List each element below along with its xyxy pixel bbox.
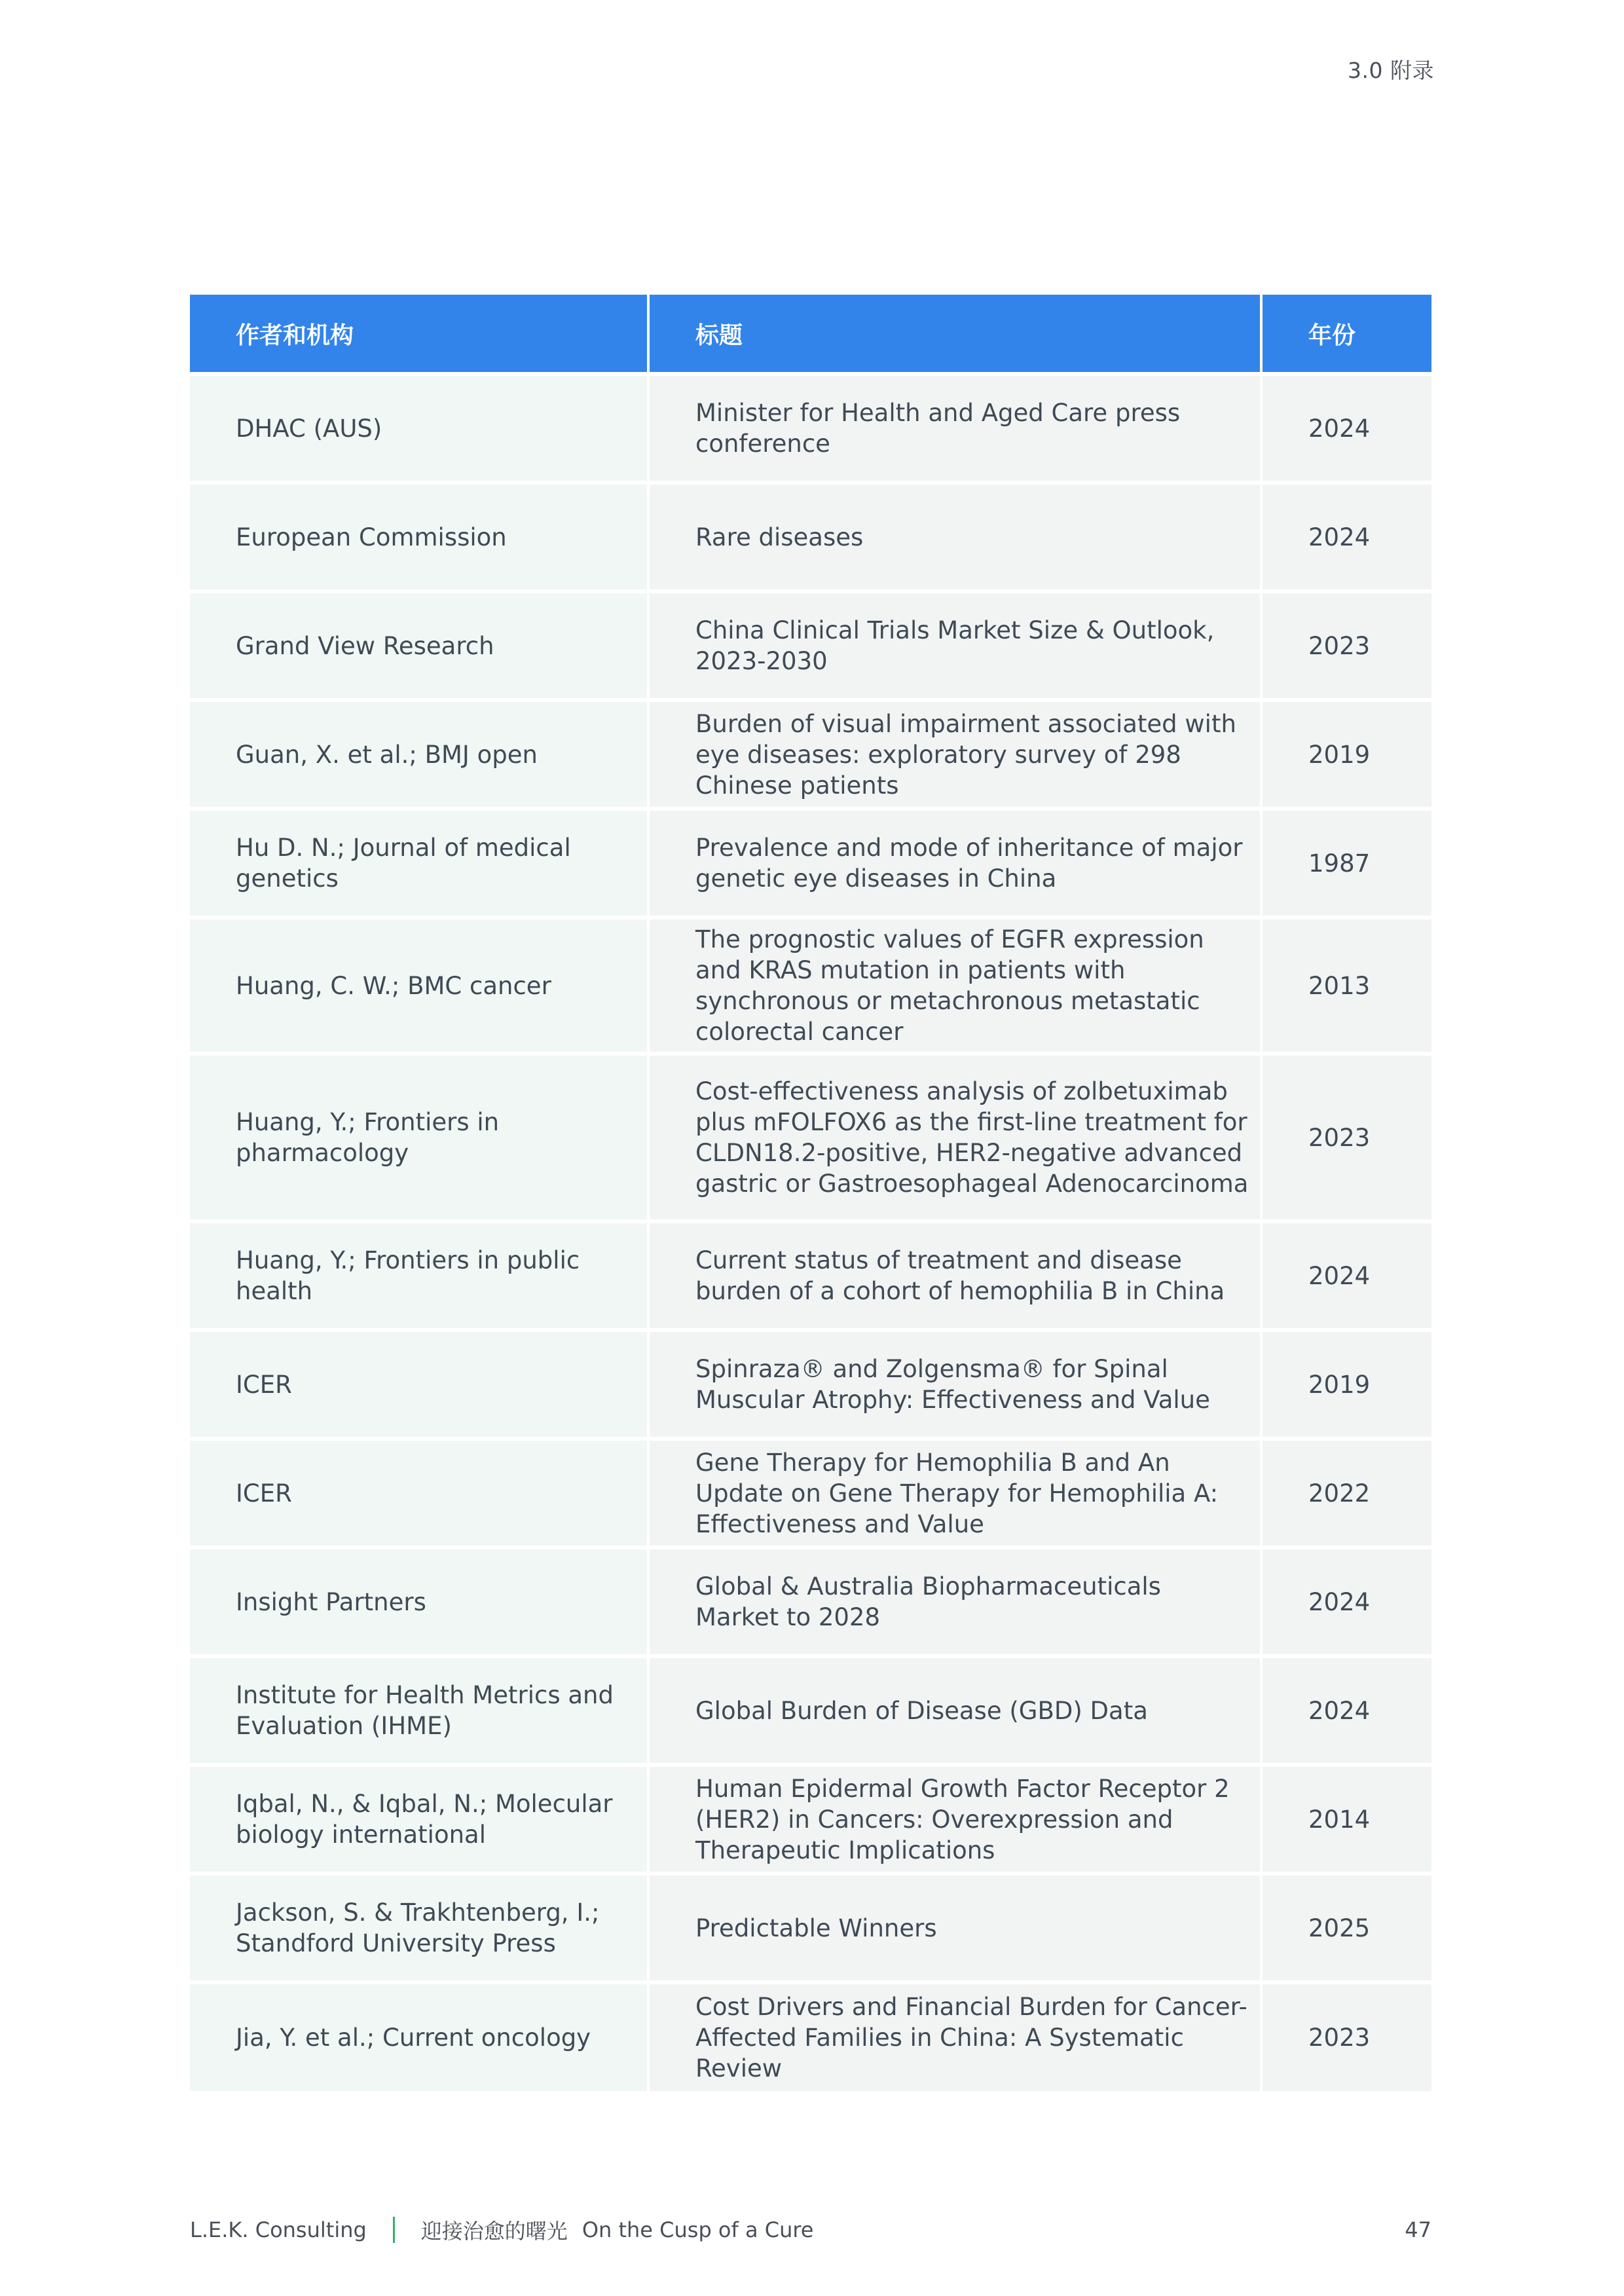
year-cell: 1987	[1261, 809, 1431, 917]
author-cell: Hu D. N.; Journal of medical genetics	[190, 809, 648, 917]
author-cell: Insight Partners	[190, 1547, 648, 1656]
column-header-author: 作者和机构	[190, 295, 648, 374]
title-cell: Spinraza® and Zolgensma® for Spinal Muscular Atrophy: Effectiveness and Value	[648, 1330, 1261, 1439]
title-cell: Minister for Health and Aged Care press conference	[648, 374, 1261, 483]
year-cell: 2022	[1261, 1439, 1431, 1547]
table-header-row	[190, 295, 1431, 374]
table-row	[190, 700, 1431, 809]
table-row	[190, 1330, 1431, 1439]
year-cell: 2013	[1261, 917, 1431, 1054]
references-table	[190, 295, 1431, 2091]
title-cell: Gene Therapy for Hemophilia B and An Update on Gene Therapy for Hemophilia A: Effectiveness and Value	[648, 1439, 1261, 1547]
table-row	[190, 1765, 1431, 1874]
title-cell: Current status of treatment and disease burden of a cohort of hemophilia B in China	[648, 1221, 1261, 1330]
page-number: 47	[1405, 2217, 1431, 2242]
table-row	[190, 483, 1431, 591]
author-cell: ICER	[190, 1439, 648, 1547]
title-cell: Prevalence and mode of inheritance of major genetic eye diseases in China	[648, 809, 1261, 917]
year-cell: 2023	[1261, 1982, 1431, 2091]
footer-divider	[393, 2217, 395, 2243]
author-cell: DHAC (AUS)	[190, 374, 648, 483]
author-cell: Huang, Y.; Frontiers in public health	[190, 1221, 648, 1330]
author-cell: Huang, C. W.; BMC cancer	[190, 917, 648, 1054]
table-row	[190, 374, 1431, 483]
title-cell: Global & Australia Biopharmaceuticals Market to 2028	[648, 1547, 1261, 1656]
author-cell: Iqbal, N., & Iqbal, N.; Molecular biology international	[190, 1765, 648, 1874]
title-cell: Burden of visual impairment associated with eye diseases: exploratory survey of 298 Chinese patients	[648, 700, 1261, 809]
report-title-en: On the Cusp of a Cure	[581, 2217, 814, 2242]
year-cell: 2024	[1261, 1656, 1431, 1765]
year-cell: 2019	[1261, 700, 1431, 809]
year-cell: 2024	[1261, 483, 1431, 591]
table-row	[190, 1054, 1431, 1221]
table-row	[190, 809, 1431, 917]
title-cell: Cost-effectiveness analysis of zolbetuximab plus mFOLFOX6 as the first-line treatment for CLDN18.2-positive, HER2-negative advanced gastric or Gastroesophageal Adenocarcinoma	[648, 1054, 1261, 1221]
year-cell: 2024	[1261, 374, 1431, 483]
author-cell: European Commission	[190, 483, 648, 591]
year-cell: 2024	[1261, 1547, 1431, 1656]
author-cell: Jia, Y. et al.; Current oncology	[190, 1982, 648, 2091]
report-title-cn: 迎接治愈的曙光	[420, 2219, 568, 2244]
section-label: 3.0 附录	[1348, 58, 1434, 83]
table-row	[190, 1656, 1431, 1765]
author-cell: ICER	[190, 1330, 648, 1439]
year-cell: 2019	[1261, 1330, 1431, 1439]
author-cell: Jackson, S. & Trakhtenberg, I.; Standford University Press	[190, 1874, 648, 1982]
year-cell: 2014	[1261, 1765, 1431, 1874]
author-cell: Huang, Y.; Frontiers in pharmacology	[190, 1054, 648, 1221]
table-row	[190, 1221, 1431, 1330]
page-footer	[190, 2213, 813, 2246]
company-name: L.E.K. Consulting	[190, 2217, 367, 2242]
table-row	[190, 591, 1431, 700]
author-cell: Institute for Health Metrics and Evaluation (IHME)	[190, 1656, 648, 1765]
author-cell: Guan, X. et al.; BMJ open	[190, 700, 648, 809]
year-cell: 2023	[1261, 591, 1431, 700]
author-cell: Grand View Research	[190, 591, 648, 700]
table-row	[190, 917, 1431, 1054]
title-cell: Cost Drivers and Financial Burden for Cancer-Affected Families in China: A Systematic Review	[648, 1982, 1261, 2091]
column-header-title: 标题	[648, 295, 1261, 374]
table-row	[190, 1439, 1431, 1547]
year-cell: 2024	[1261, 1221, 1431, 1330]
year-cell: 2023	[1261, 1054, 1431, 1221]
year-cell: 2025	[1261, 1874, 1431, 1982]
table-row	[190, 1982, 1431, 2091]
column-header-year: 年份	[1261, 295, 1431, 374]
title-cell: Rare diseases	[648, 483, 1261, 591]
title-cell: The prognostic values of EGFR expression and KRAS mutation in patients with synchronous or metachronous metastatic colorectal cancer	[648, 917, 1261, 1054]
title-cell: China Clinical Trials Market Size & Outlook, 2023-2030	[648, 591, 1261, 700]
title-cell: Global Burden of Disease (GBD) Data	[648, 1656, 1261, 1765]
title-cell: Human Epidermal Growth Factor Receptor 2 (HER2) in Cancers: Overexpression and Therapeutic Implications	[648, 1765, 1261, 1874]
title-cell: Predictable Winners	[648, 1874, 1261, 1982]
table-row	[190, 1547, 1431, 1656]
table-row	[190, 1874, 1431, 1982]
